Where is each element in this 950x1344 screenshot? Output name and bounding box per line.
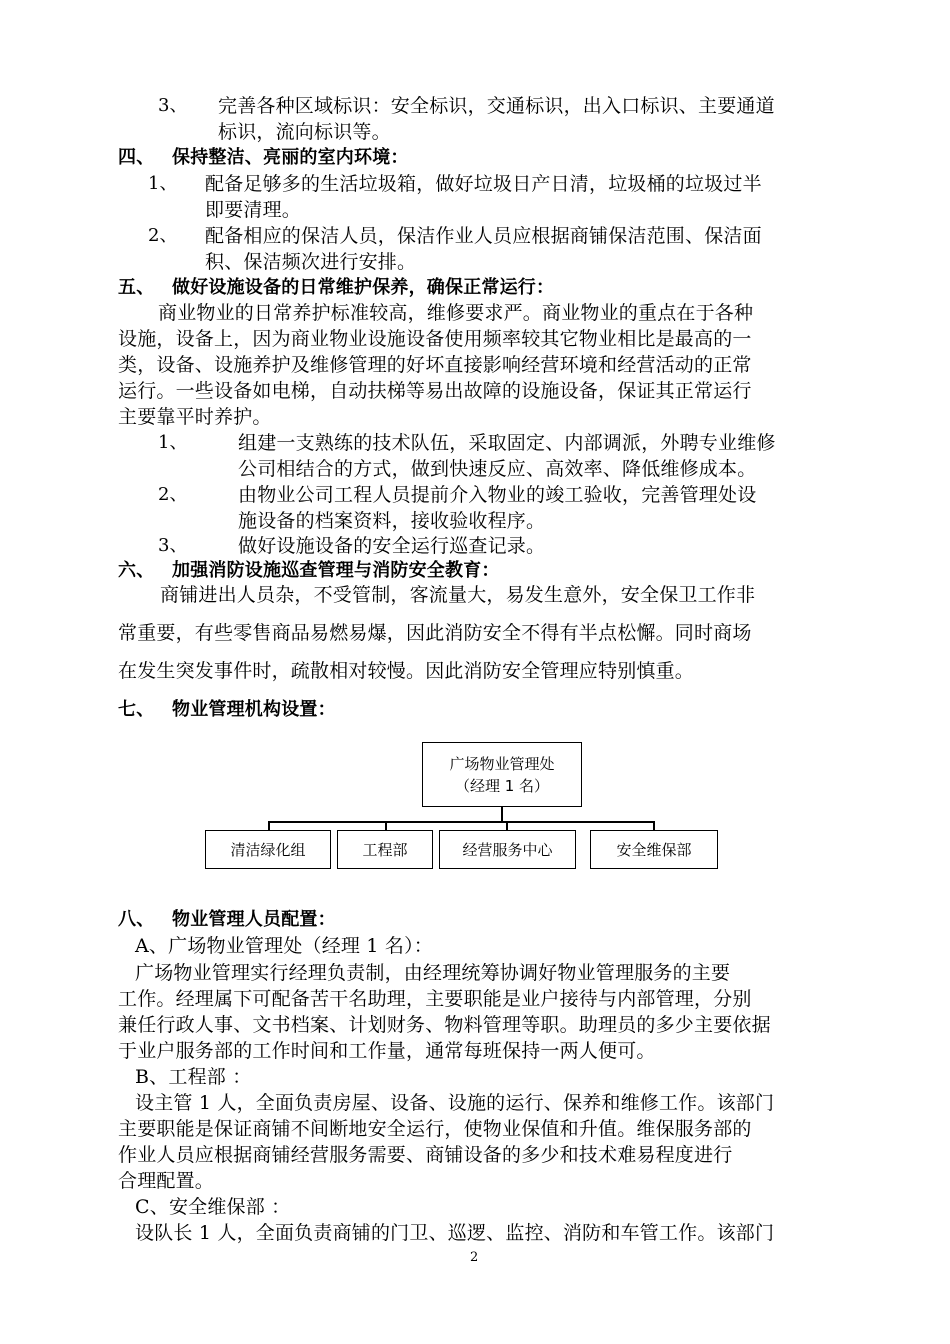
subsection-heading: C、安全维保部 ：: [135, 1196, 291, 1218]
paragraph-line: 工作。经理属下可配备苦干名助理，主要职能是业户接待与内部管理，分别: [118, 988, 752, 1010]
list-item-text: 组建一支熟练的技术队伍，采取固定、内部调派，外聘专业维修: [238, 432, 776, 454]
org-chart-root: [422, 742, 582, 807]
list-item-text: 配备足够多的生活垃圾箱，做好垃圾日产日清，垃圾桶的垃圾过半: [205, 173, 762, 195]
section-heading: 做好设施设备的日常维护保养，确保正常运行：: [172, 277, 555, 298]
section-number: 七、: [118, 699, 155, 720]
list-number: 2、: [158, 484, 188, 505]
paragraph-line: 兼任行政人事、文书档案、计划财务、物料管理等职。助理员的多少主要依据: [118, 1014, 771, 1036]
section-heading: 加强消防设施巡查管理与消防安全教育：: [172, 560, 500, 581]
list-item-text: 公司相结合的方式，做到快速反应、高效率、降低维修成本。: [238, 458, 757, 480]
section-heading: 物业管理人员配置：: [172, 909, 336, 930]
list-item-text: 标识，流向标识等。: [218, 121, 391, 143]
section-heading: 物业管理机构设置：: [172, 699, 336, 720]
paragraph-line: 于业户服务部的工作时间和工作量，通常每班保持一两人便可。: [118, 1040, 656, 1062]
paragraph-line: 设队长 1 人，全面负责商铺的门卫、巡逻、监控、消防和车管工作。该部门: [135, 1222, 775, 1244]
org-chart-node: 工程部: [337, 830, 433, 869]
paragraph-line: 在发生突发事件时，疏散相对较慢。因此消防安全管理应特别慎重。: [118, 660, 695, 682]
list-number: 1、: [148, 173, 178, 194]
section-heading: 保持整洁、亮丽的室内环境：: [172, 147, 409, 168]
page-number: 2: [470, 1250, 479, 1265]
list-number: 2、: [148, 225, 178, 246]
list-number: 1、: [158, 432, 188, 453]
list-number: 3、: [158, 535, 188, 556]
org-root-title: 广场物业管理处: [449, 754, 555, 773]
paragraph-line: 设施，设备上，因为商业物业设施设备使用频率较其它物业相比是最高的一: [118, 328, 752, 350]
list-item-text: 由物业公司工程人员提前介入物业的竣工验收，完善管理处设: [238, 484, 757, 506]
list-item-text: 施设备的档案资料，接收验收程序。: [238, 510, 546, 532]
list-item-text: 积、保洁频次进行安排。: [205, 251, 417, 273]
org-connector: [268, 821, 654, 823]
paragraph-line: 主要靠平时养护。: [118, 406, 272, 428]
subsection-heading: B、工程部 ：: [135, 1066, 252, 1088]
list-item-text: 完善各种区域标识：安全标识，交通标识，出入口标识、主要通道: [218, 95, 775, 117]
paragraph-line: 商铺进出人员杂，不受管制，客流量大，易发生意外，安全保卫工作非: [160, 584, 756, 606]
paragraph-line: 运行。一些设备如电梯，自动扶梯等易出故障的设施设备，保证其正常运行: [118, 380, 752, 402]
paragraph-line: 作业人员应根据商铺经营服务需要、商铺设备的多少和技术难易程度进行: [118, 1144, 733, 1166]
section-number: 八、: [118, 909, 155, 930]
section-number: 五、: [118, 277, 155, 298]
list-number: 3、: [158, 95, 188, 116]
paragraph-line: 合理配置。: [118, 1170, 215, 1192]
list-item-text: 配备相应的保洁人员，保洁作业人员应根据商铺保洁范围、保洁面: [205, 225, 762, 247]
org-chart-node: 经营服务中心: [439, 830, 576, 869]
org-chart-node: 清洁绿化组: [205, 830, 331, 869]
org-root-subtitle: （经理 1 名）: [454, 776, 550, 795]
paragraph-line: 广场物业管理实行经理负责制，由经理统筹协调好物业管理服务的主要: [135, 962, 731, 984]
list-item-text: 做好设施设备的安全运行巡查记录。: [238, 535, 546, 557]
section-number: 四、: [118, 147, 155, 168]
org-chart-node: 安全维保部: [590, 830, 718, 869]
paragraph-line: 设主管 1 人，全面负责房屋、设备、设施的运行、保养和维修工作。该部门: [135, 1092, 775, 1114]
paragraph-line: 常重要，有些零售商品易燃易爆，因此消防安全不得有半点松懈。同时商场: [118, 622, 752, 644]
paragraph-line: 商业物业的日常养护标准较高，维修要求严。商业物业的重点在于各种: [158, 302, 754, 324]
section-number: 六、: [118, 560, 155, 581]
org-connector: [501, 807, 503, 822]
paragraph-line: 类，设备、设施养护及维修管理的好坏直接影响经营环境和经营活动的正常: [118, 354, 752, 376]
paragraph-line: 主要职能是保证商铺不间断地安全运行，使物业保值和升值。维保服务部的: [118, 1118, 752, 1140]
subsection-heading: A、广场物业管理处（经理 1 名）：: [135, 935, 433, 957]
list-item-text: 即要清理。: [205, 199, 302, 221]
